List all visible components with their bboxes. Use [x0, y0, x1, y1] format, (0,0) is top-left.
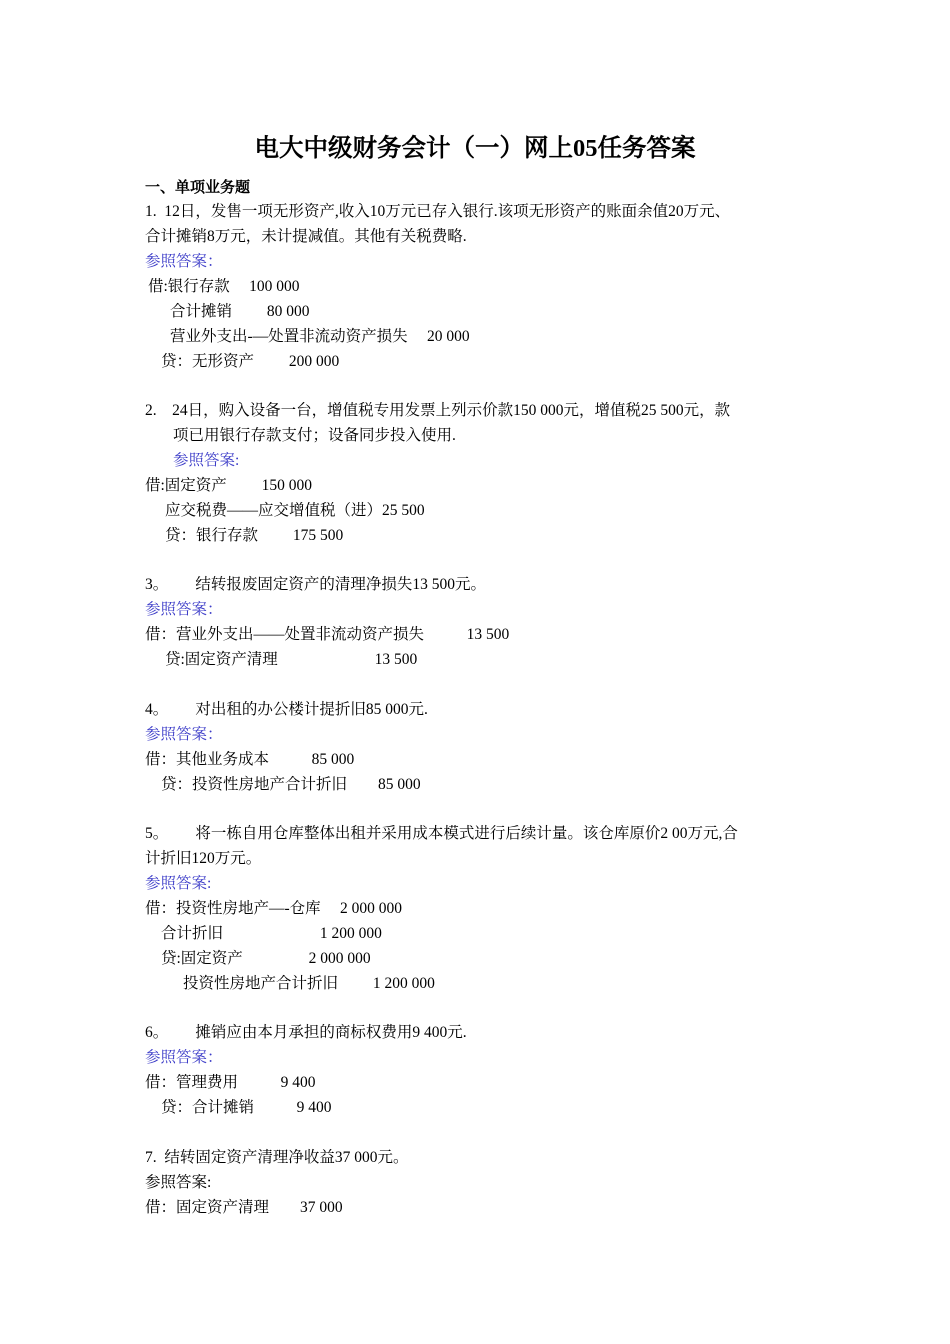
text-line: 合计摊销8万元，未计提减值。其他有关税费略.	[145, 228, 467, 245]
text-line: 贷：合计摊销 9 400	[161, 1099, 332, 1116]
text-line: 计折旧120万元。	[145, 850, 262, 867]
page-title: 电大中级财务会计（一）网上05任务答案	[254, 135, 696, 162]
text-line: 借:固定资产 150 000	[145, 477, 313, 494]
text-line: 借：营业外支出——处置非流动资产损失 13 500	[145, 626, 510, 643]
text-line: 借：投资性房地产—-仓库 2 000 000	[145, 900, 403, 917]
answer-label: 参照答案：	[145, 1049, 223, 1066]
text-line: 3。 结转报废固定资产的清理净损失13 500元。	[145, 576, 487, 593]
text-line: 借:银行存款 100 000	[148, 278, 300, 295]
text-line: 借：固定资产清理 37 000	[145, 1199, 343, 1216]
text-line: 合计折旧 1 200 000	[161, 925, 382, 942]
text-line: 项已用银行存款支付；设备同步投入使用.	[173, 427, 456, 444]
text-line: 7. 结转固定资产清理净收益37 000元。	[145, 1149, 409, 1166]
section-heading: 一、单项业务题	[145, 178, 251, 196]
answer-label: 参照答案:	[145, 875, 212, 892]
text-line: 2. 24日，购入设备一台，增值税专用发票上列示价款150 000元，增值税25 500元，款	[145, 402, 731, 419]
text-line: 贷：银行存款 175 500	[165, 527, 344, 544]
text-line: 贷:固定资产 2 000 000	[161, 950, 371, 967]
text-line: 投资性房地产合计折旧 1 200 000	[183, 975, 435, 992]
text-line: 贷:固定资产清理 13 500	[165, 651, 418, 668]
text-line: 5。 将一栋自用仓库整体出租并采用成本模式进行后续计量。该仓库原价2 00万元,合	[145, 825, 738, 842]
text-line: 合计摊销 80 000	[170, 303, 310, 320]
text-line: 贷：无形资产 200 000	[161, 353, 340, 370]
text-line: 借：其他业务成本 85 000	[145, 751, 355, 768]
text-line: 营业外支出-—处置非流动资产损失 20 000	[170, 328, 470, 345]
answer-label: 参照答案:	[173, 452, 240, 469]
text-line: 借：管理费用 9 400	[145, 1074, 316, 1091]
answer-label: 参照答案：	[145, 253, 223, 270]
text-line: 4。 对出租的办公楼计提折旧85 000元.	[145, 701, 428, 718]
text-line: 贷：投资性房地产合计折旧 85 000	[161, 776, 421, 793]
text-line: 1. 12日，发售一项无形资产,收入10万元已存入银行.该项无形资产的账面余值20万元、	[145, 203, 731, 220]
text-line: 参照答案:	[145, 1174, 212, 1191]
text-line: 应交税费——应交增值税（进）25 500	[165, 502, 425, 519]
answer-label: 参照答案：	[145, 601, 223, 618]
answer-label: 参照答案：	[145, 726, 223, 743]
text-line: 6。 摊销应由本月承担的商标权费用9 400元.	[145, 1024, 467, 1041]
